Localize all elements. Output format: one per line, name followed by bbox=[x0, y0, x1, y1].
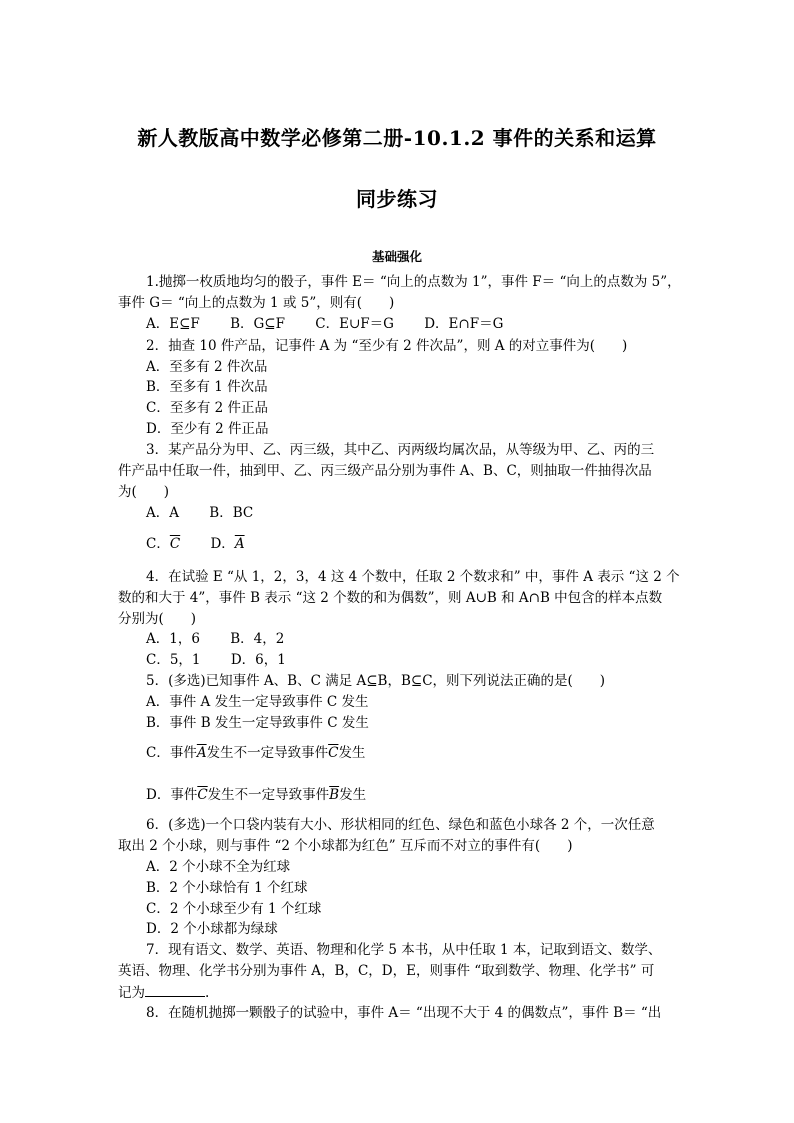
section-heading: 基础强化 bbox=[371, 249, 422, 264]
q5-option-d bbox=[146, 785, 366, 805]
q5-option-d-text1: D．事件 bbox=[146, 787, 198, 803]
q1-option-c: C．E∪F＝G bbox=[315, 316, 394, 332]
q4-options-cd bbox=[146, 650, 286, 670]
q5-option-d-text2: 发生不一定导致事件 bbox=[207, 787, 330, 803]
q5-option-c bbox=[146, 743, 365, 763]
q4-option-c: C．5，1 bbox=[146, 652, 201, 668]
q3-option-b: B．BC bbox=[209, 505, 254, 521]
q3-option-c-complement: $\overline{C}$ bbox=[169, 536, 181, 552]
q7-answer-blank[interactable] bbox=[145, 982, 205, 997]
q5-option-b: B．事件 B 发生一定导致事件 C 发生 bbox=[146, 715, 369, 731]
q5-option-c-complement1: $\overline{A}$ bbox=[196, 745, 207, 761]
q8-line1: 8．在随机抛掷一颗骰子的试验中，事件 A＝ “出现不大于 4 的偶数点”，事件 B＝ “出 bbox=[146, 1005, 662, 1021]
q1-line2: 事件 G＝ “向上的点数为 1 或 5”，则有( ) bbox=[118, 295, 395, 311]
q5-line1: 5．(多选)已知事件 A、B、C 满足 A⊆B，B⊆C，则下列说法正确的是( ) bbox=[146, 673, 606, 689]
q5-option-c-text2: 发生不一定导致事件 bbox=[206, 745, 329, 761]
q2-option-a: A．至多有 2 件次品 bbox=[146, 359, 268, 375]
q1-option-b: B．G⊆F bbox=[230, 316, 285, 332]
q4-option-a: A．1，6 bbox=[146, 631, 200, 647]
q3-option-c-prefix: C． bbox=[146, 536, 170, 552]
q5-option-c-text3: 发生 bbox=[338, 745, 366, 761]
q1-options bbox=[146, 314, 503, 334]
q6-line2: 取出 2 个小球，则与事件 “2 个小球都为红色” 互斥而不对立的事件有( ) bbox=[118, 838, 573, 854]
q3-option-d bbox=[210, 536, 244, 552]
q4-line1: 4．在试验 E “从 1，2，3，4 这 4 个数中，任取 2 个数求和” 中，事件 A 表示 “这 2 个 bbox=[146, 569, 680, 585]
q4-option-b: B．4，2 bbox=[230, 631, 285, 647]
q1-line1: 1.抛掷一枚质地均匀的骰子，事件 E＝ “向上的点数为 1”，事件 F＝ “向上的点数为 5”， bbox=[146, 274, 681, 290]
q3-options-ab bbox=[146, 503, 253, 523]
q6-option-c: C．2 个小球至少有 1 个红球 bbox=[146, 901, 322, 917]
q5-option-a: A．事件 A 发生一定导致事件 C 发生 bbox=[146, 694, 369, 710]
q7-line3-suffix: . bbox=[205, 985, 210, 1001]
q1-option-a: A．E⊆F bbox=[146, 316, 200, 332]
q3-line2: 件产品中任取一件，抽到甲、乙、丙三级产品分别为事件 A、B、C，则抽取一件抽得次品 bbox=[118, 463, 652, 479]
q4-options-ab bbox=[146, 629, 284, 649]
q7-line1: 7．现有语文、数学、英语、物理和化学 5 本书，从中任取 1 本，记取到语文、数学、 bbox=[146, 942, 662, 958]
q2-line1: 2．抽查 10 件产品，记事件 A 为 “至少有 2 件次品”，则 A 的对立事件为( ) bbox=[146, 338, 628, 354]
q3-option-c bbox=[146, 536, 180, 552]
document-subtitle: 同步练习 bbox=[356, 187, 438, 211]
q3-options-cd bbox=[146, 534, 245, 554]
q5-option-c-text1: C．事件 bbox=[146, 745, 197, 761]
q5-option-c-complement2: $\overline{C}$ bbox=[328, 745, 339, 761]
q5-option-d-complement2: $\overline{B}$ bbox=[329, 787, 340, 803]
q5-option-d-complement1: $\overline{C}$ bbox=[197, 787, 208, 803]
document-title: 新人教版高中数学必修第二册-10.1.2 事件的关系和运算 bbox=[137, 126, 657, 150]
q7-line3-prefix: 记为 bbox=[118, 985, 145, 1001]
q1-option-d: D．E∩F＝G bbox=[424, 316, 504, 332]
q2-option-c: C．至多有 2 件正品 bbox=[146, 400, 269, 416]
q3-option-d-complement: $\overline{A}$ bbox=[234, 536, 245, 552]
q6-option-a: A．2 个小球不全为红球 bbox=[146, 859, 291, 875]
q7-line2: 英语、物理、化学书分别为事件 A，B，C，D，E，则事件 “取到数学、物理、化学书” 可 bbox=[118, 963, 655, 979]
q4-line2: 数的和大于 4”，事件 B 表示 “这 2 个数的和为偶数”，则 A∪B 和 A∩B 中包含的样本点数 bbox=[118, 590, 663, 606]
q2-option-b: B．至多有 1 件次品 bbox=[146, 379, 268, 395]
q6-option-b: B．2 个小球恰有 1 个红球 bbox=[146, 880, 308, 896]
q3-option-a: A．A bbox=[146, 505, 179, 521]
q6-option-d: D．2 个小球都为绿球 bbox=[146, 921, 278, 937]
q6-line1: 6．(多选)一个口袋内装有大小、形状相同的红色、绿色和蓝色小球各 2 个，一次任意 bbox=[146, 817, 655, 833]
q7-line3 bbox=[118, 982, 209, 1003]
q2-option-d: D．至少有 2 件正品 bbox=[146, 421, 269, 437]
q4-option-d: D．6，1 bbox=[230, 652, 286, 668]
q3-line1: 3．某产品分为甲、乙、丙三级，其中乙、丙两级均属次品，从等级为甲、乙、丙的三 bbox=[146, 442, 655, 458]
q3-line3: 为( ) bbox=[118, 484, 170, 500]
q5-option-d-text3: 发生 bbox=[339, 787, 367, 803]
q3-option-d-prefix: D． bbox=[210, 536, 235, 552]
q4-line3: 分别为( ) bbox=[118, 611, 197, 627]
